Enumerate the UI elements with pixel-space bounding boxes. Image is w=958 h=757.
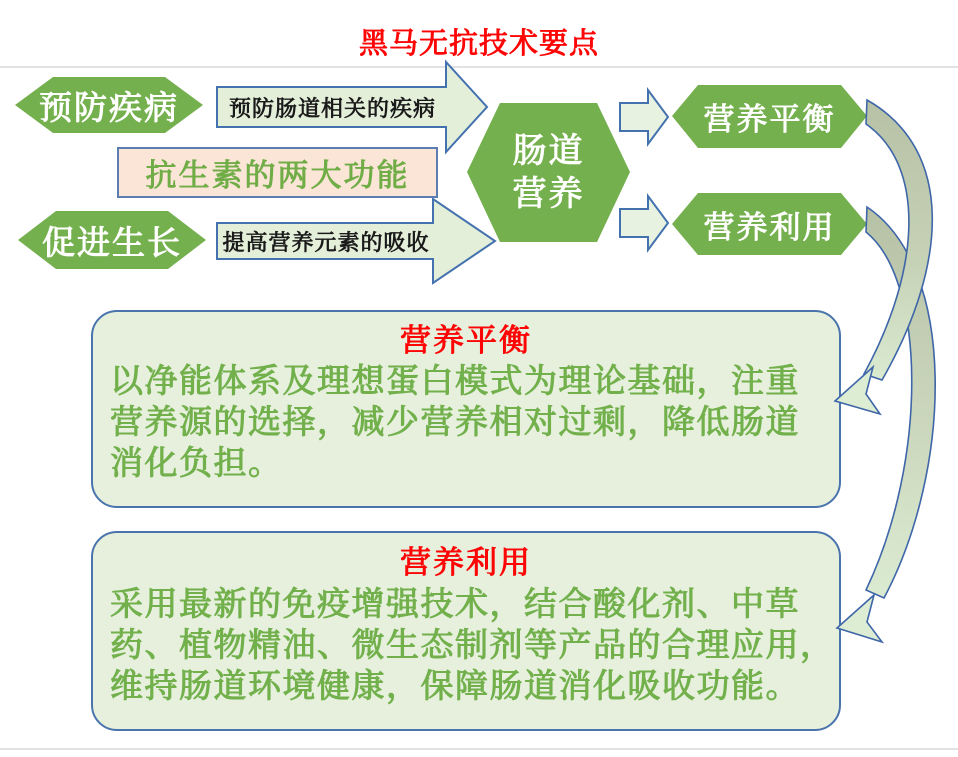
hexagon-intestinal-nutrition <box>467 103 630 242</box>
detail-box-balance-title: 营养平衡 <box>400 322 532 358</box>
body-line: 营养源的选择，减少营养相对过剩，降低肠道 <box>110 403 800 440</box>
body-line: 维持肠道环境健康，保障肠道消化吸收功能。 <box>110 667 800 704</box>
curved-arrowhead-icon <box>837 595 882 642</box>
detail-box-use-body <box>110 583 840 706</box>
hexagon-nutrition-use-label: 营养利用 <box>703 209 836 245</box>
hexagon-nutrition-balance-label: 营养平衡 <box>703 102 836 137</box>
body-line: 采用最新的免疫增强技术，结合酸化剂、中草 <box>110 585 800 622</box>
antibiotic-functions-label: 抗生素的两大功能 <box>145 158 410 193</box>
center-hexagon-line2: 营养 <box>512 174 585 213</box>
arrow-label-nutrient-absorption: 提高营养元素的吸收 <box>222 229 430 255</box>
arrow-prevent-intestinal-disease <box>217 62 487 152</box>
hexagon-nutrition-balance <box>672 85 867 148</box>
center-hexagon-line1: 肠道 <box>512 131 585 170</box>
right-arrow-icon <box>620 90 668 144</box>
hexagon-prevent-disease-label: 预防疾病 <box>39 88 179 126</box>
arrow-improve-nutrient-absorption <box>217 199 495 283</box>
antibiotic-functions-box <box>118 148 437 197</box>
right-arrow-icon <box>620 196 668 250</box>
hexagon-prevent-disease <box>15 77 203 133</box>
hexagon-promote-growth <box>18 211 206 269</box>
hexagon-promote-growth-label: 促进生长 <box>42 223 182 261</box>
arrow-label-prevent-disease: 预防肠道相关的疾病 <box>228 95 436 121</box>
page-title: 黑马无抗技术要点 <box>358 27 599 60</box>
hexagon-nutrition-use <box>672 193 867 255</box>
detail-box-use-title: 营养利用 <box>400 544 532 580</box>
detail-box-balance-body <box>110 360 840 483</box>
body-line: 消化负担。 <box>110 444 283 481</box>
body-line: 药、植物精油、微生态制剂等产品的合理应用， <box>110 626 835 663</box>
body-line: 以净能体系及理想蛋白模式为理论基础，注重 <box>110 362 800 399</box>
